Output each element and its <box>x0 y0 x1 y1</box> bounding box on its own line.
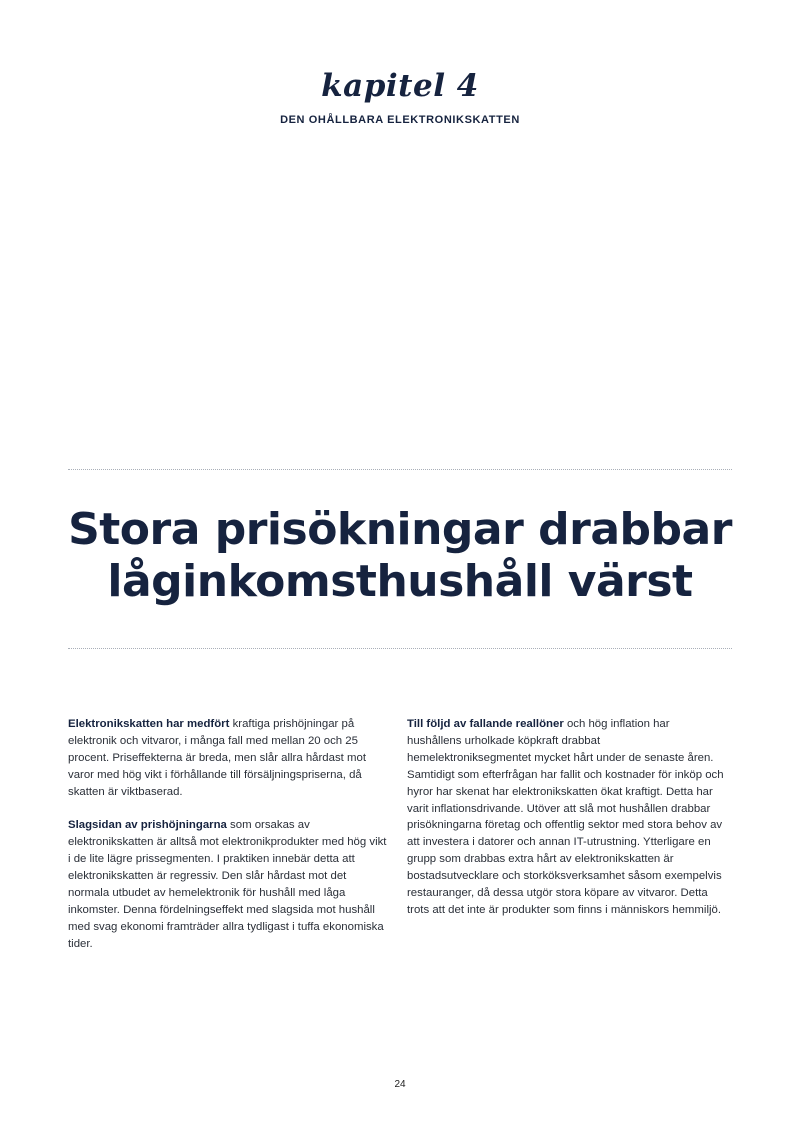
headline-line-1: Stora prisökningar drabbar <box>68 504 732 555</box>
chapter-label: kapitel 4 <box>321 68 479 104</box>
divider-bottom <box>68 648 732 649</box>
headline <box>0 504 800 608</box>
paragraph-text: som orsakas av elektronikskatten är alltså mot elektronikprodukter med hög vikt i de lite lägre prissegmenten. I praktiken innebär detta att elektronikskatten är regressiv. Den slår hårdast mot det normala utbudet av hemelektronik för hushåll med låga inkomster. Denna fördelningseffekt med slagsida mot hushåll med svag ekonomi framträder allra tydligast i tuffa ekonomiska tider. <box>68 819 387 950</box>
paragraph-text: och hög inflation har hushållens urholkade köpkraft drabbat hemelektroniksegmentet mycket hårt under de senaste åren. Samtidigt som efterfrågan har fallit och kostnader för inköp och hyror har skenat har elektronikskatten ökat kraftigt. Detta har varit inflationsdrivande. Utöver att slå mot hushållen drabbar prisökningarna företag och offentlig sektor med stora behov av att investera i datorer och annan IT-utrustning. Ytterligare en grupp som drabbas extra hårt av elektronikskatten är bostadsutvecklare och storköksverksamhet såsom exempelvis restauranger, då dessa utgör stora köpare av vitvaror. Detta trots att det inte är produkter som finns i människors hemmiljö. <box>407 718 724 916</box>
paragraph-lead: Elektronikskatten har medfört <box>68 718 230 730</box>
chapter-subtitle: DEN OHÅLLBARA ELEKTRONIKSKATTEN <box>280 114 520 126</box>
paragraph <box>68 817 388 952</box>
body-column-right <box>407 716 727 936</box>
paragraph-lead: Slagsidan av prishöjningarna <box>68 819 227 832</box>
headline-line-2: låginkomsthushåll värst <box>107 556 693 607</box>
page-number: 24 <box>394 1079 406 1090</box>
paragraph-lead: Till följd av fallande reallöner <box>407 718 564 730</box>
paragraph <box>68 716 388 801</box>
divider-top <box>68 469 732 470</box>
paragraph-text: kraftiga prishöjningar på elektronik och vitvaror, i många fall med mellan 20 och 25 procent. Priseffekterna är breda, men slår allra hårdast mot varor med hög vikt i förhållande till försäljningspriserna, då skatten är viktbaserad. <box>68 718 366 798</box>
body-column-left <box>68 716 388 970</box>
paragraph <box>407 716 727 919</box>
